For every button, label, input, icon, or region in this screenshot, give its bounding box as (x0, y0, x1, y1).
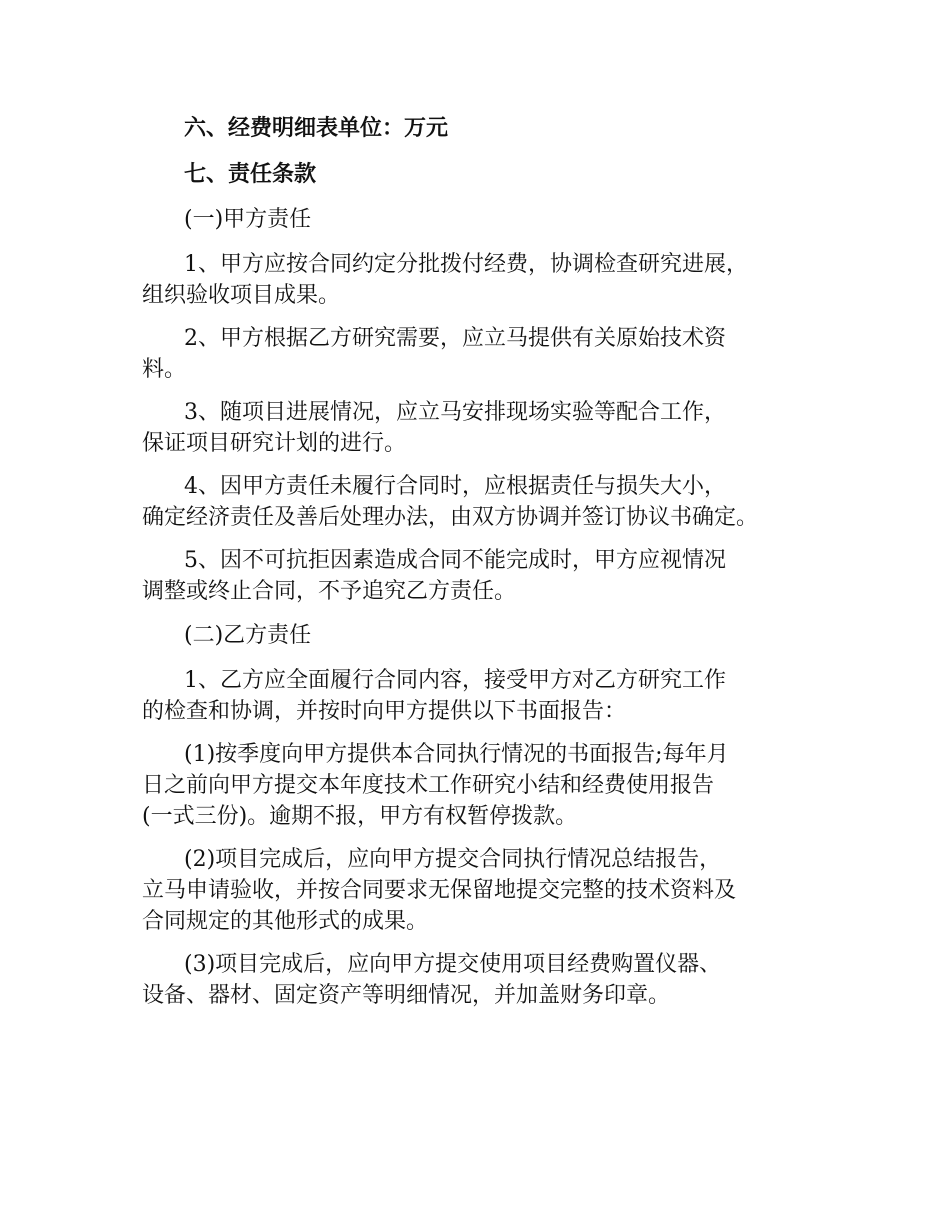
document-body (142, 111, 832, 1023)
paragraph-line: 1、乙方应全面履行合同内容，接受甲方对乙方研究工作 (184, 668, 726, 693)
paragraph-line: (2)项目完成后，应向甲方提交合同执行情况总结报告， (184, 847, 722, 872)
paragraph-line: 5、因不可抗拒因素造成合同不能完成时，甲方应视情况 (184, 548, 726, 573)
subsection-heading: (二)乙方责任 (184, 623, 312, 648)
paragraph-line: 的检查和协调，并按时向甲方提供以下书面报告： (142, 699, 627, 724)
paragraph-line: 设备、器材、固定资产等明细情况，并加盖财务印章。 (142, 983, 671, 1008)
paragraph-line: 2、甲方根据乙方研究需要，应立马提供有关原始技术资 (184, 326, 726, 351)
paragraph-line: (一式三份)。逾期不报，甲方有权暂停拨款。 (142, 804, 578, 829)
subsection-heading: (一)甲方责任 (184, 207, 312, 232)
section-heading: 六、经费明细表单位：万元 (184, 115, 449, 141)
paragraph-line: 立马申请验收，并按合同要求无保留地提交完整的技术资料及 (142, 878, 737, 903)
clause-paragraph (142, 323, 832, 385)
clause-paragraph (142, 949, 832, 1011)
paragraph-line: 调整或终止合同，不予追究乙方责任。 (142, 579, 517, 604)
clause-paragraph (142, 665, 832, 727)
paragraph-line: 3、随项目进展情况，应立马安排现场实验等配合工作， (184, 400, 726, 425)
clause-paragraph (142, 844, 832, 937)
section-heading: 七、责任条款 (184, 161, 317, 187)
paragraph-line: 1、甲方应按合同约定分批拨付经费，协调检查研究进展， (184, 252, 748, 277)
paragraph-line: (3)项目完成后，应向甲方提交使用项目经费购置仪器、 (184, 952, 722, 977)
paragraph-line: 日之前向甲方提交本年度技术工作研究小结和经费使用报告 (142, 773, 715, 798)
paragraph-line: 组织验收项目成果。 (142, 283, 341, 308)
clause-paragraph (142, 249, 832, 311)
paragraph-line: (1)按季度向甲方提供本合同执行情况的书面报告;每年月 (184, 742, 729, 767)
clause-paragraph (142, 397, 832, 459)
clause-paragraph (142, 545, 832, 607)
paragraph-line: 确定经济责任及善后处理办法，由双方协调并签订协议书确定。 (142, 505, 759, 530)
paragraph-line: 保证项目研究计划的进行。 (142, 431, 407, 456)
paragraph-line: 料。 (142, 357, 187, 382)
clause-paragraph (142, 739, 832, 832)
paragraph-line: 4、因甲方责任未履行合同时，应根据责任与损失大小， (184, 474, 726, 499)
paragraph-line: 合同规定的其他形式的成果。 (142, 909, 429, 934)
clause-paragraph (142, 471, 832, 533)
